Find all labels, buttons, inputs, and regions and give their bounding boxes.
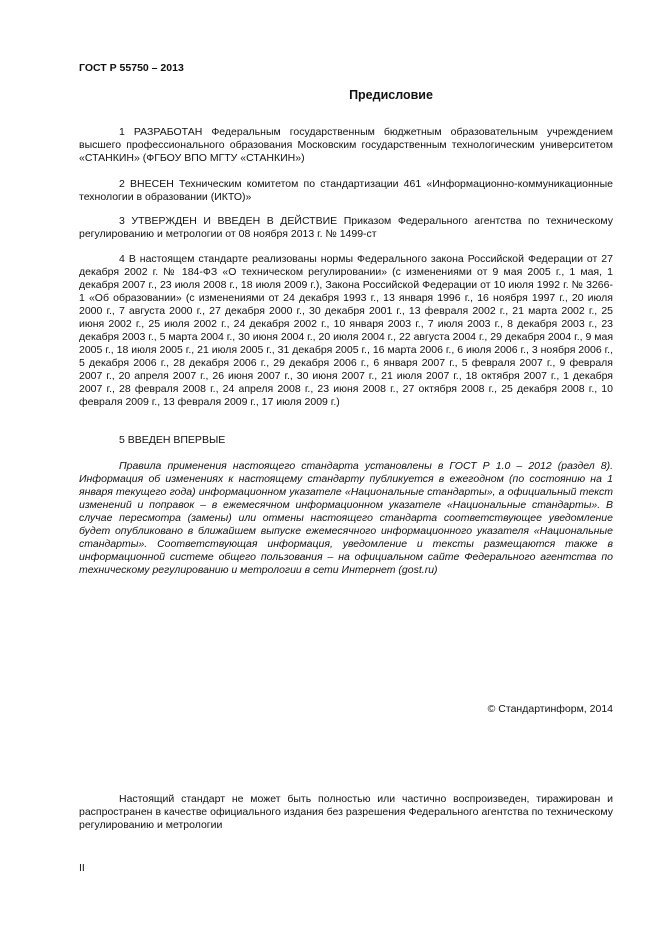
paragraph-submitted-by: 2 ВНЕСЕН Техническим комитетом по стандартизации 461 «Информационно-коммуникационные технологии в образовании (ИКТО)» [79, 178, 613, 203]
page-number: II [79, 862, 85, 874]
paragraph-legal-norms: 4 В настоящем стандарте реализованы нормы Федерального закона Российской Федерации от 27 декабря 2002 г. № 184-ФЗ «О техническом регулировании» (с изменениями от 9 мая 2005 г., 1 мая, 1 декабря 2007 г., 23 июля 2008 г., 18 июля 2009 г.), Закона Российской Федерации от 10 июля 1992 г. № 3266-1 «Об образовании» (с изменениями от 24 декабря 1993 г., 13 января 1996 г., 16 ноября 1997 г., 20 июля 2000 г., 7 августа 2000 г., 27 декабря 2000 г., 30 декабря 2001 г., 13 февраля 2002 г., 21 марта 2002 г., 25 июня 2002 г., 25 июля 2002 г., 24 декабря 2002 г., 10 января 2003 г., 7 июля 2003 г., 8 декабря 2003 г., 23 декабря 2003 г., 5 марта 2004 г., 30 июня 2004 г., 20 июля 2004 г., 22 августа 2004 г., 29 декабря 2004 г., 9 мая 2005 г., 18 июля 2005 г., 21 июля 2005 г., 31 декабря 2005 г., 16 марта 2006 г., 6 июля 2006 г., 3 ноября 2006 г., 5 декабря 2006 г., 28 декабря 2006 г., 29 декабря 2006 г., 6 января 2007 г., 5 февраля 2007 г., 9 февраля 2007 г., 20 апреля 2007 г., 26 июня 2007 г., 30 июня 2007 г., 21 июля 2007 г., 18 октября 2007 г., 1 декабря 2007 г., 28 февраля 2008 г., 24 апреля 2008 г., 23 июня 2008 г., 27 октября 2008 г., 25 декабря 2008 г., 10 февраля 2009 г., 13 февраля 2009 г., 17 июля 2009 г.) [79, 253, 613, 408]
paragraph-reproduction-notice: Настоящий стандарт не может быть полностью или частично воспроизведен, тиражирован и распространен в качестве официального издания без разрешения Федерального агентства по техническому регулированию и метрологии [79, 793, 613, 831]
paragraph-application-rules: Правила применения настоящего стандарта установлены в ГОСТ Р 1.0 – 2012 (раздел 8). Информация об изменениях к настоящему стандарту публикуется в ежегодном (по состоянию на 1 января текущего года) информационном указателе «Национальные стандарты», а официальный текст изменений и поправок – в ежемесячном информационном указателе «Национальные стандарты». В случае пересмотра (замены) или отмены настоящего стандарта соответствующее уведомление будет опубликовано в ближайшем выпуске ежемесячного информационного указателя «Национальные стандарты». Соответствующая информация, уведомление и тексты размещаются также в информационной системе общего пользования – на официальном сайте Федерального агентства по техническому регулированию и метрологии в сети Интернет (gost.ru) [79, 460, 613, 576]
standard-header: ГОСТ Р 55750 – 2013 [79, 62, 184, 74]
paragraph-developed-by: 1 РАЗРАБОТАН Федеральным государственным бюджетным образовательным учреждением высшего профессионального образования Московским государственным технологическим университетом «СТАНКИН» (ФГБОУ ВПО МГТУ «СТАНКИН») [79, 126, 613, 164]
paragraph-approved: 3 УТВЕРЖДЕН И ВВЕДЕН В ДЕЙСТВИЕ Приказом Федерального агентства по техническому регулированию и метрологии от 08 ноября 2013 г. № 1499-ст [79, 215, 613, 240]
paragraph-introduced-first: 5 ВВЕДЕН ВПЕРВЫЕ [119, 434, 226, 446]
copyright-notice: © Стандартинформ, 2014 [487, 703, 613, 715]
page-title: Предисловие [349, 88, 433, 102]
document-page [79, 0, 613, 935]
